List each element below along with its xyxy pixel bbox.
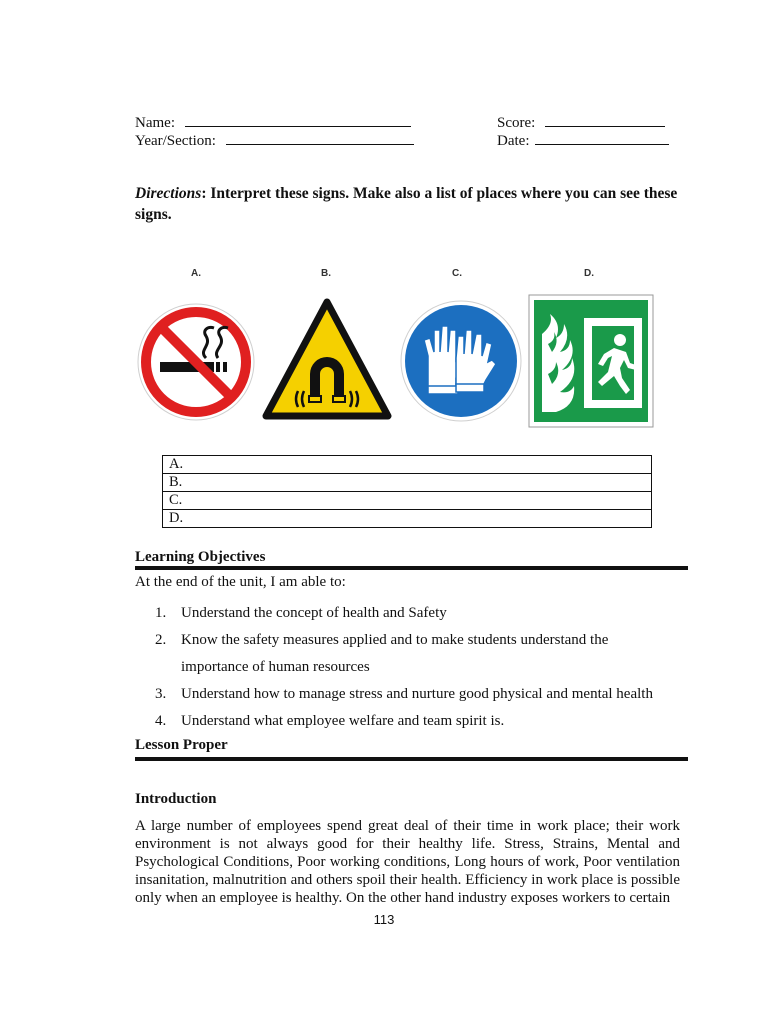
learning-objectives-intro: At the end of the unit, I am able to: [135, 574, 346, 590]
objective-text: Know the safety measures applied and to make students understand the [181, 632, 609, 648]
answer-row-c[interactable] [163, 492, 652, 510]
objective-number: 1. [155, 605, 167, 621]
introduction-heading: Introduction [135, 791, 217, 807]
lesson-proper-rule [135, 757, 688, 761]
learning-objectives-rule [135, 566, 688, 570]
learning-objectives-heading: Learning Objectives [135, 549, 266, 565]
answer-cell-d[interactable]: D. [163, 510, 652, 528]
directions-lead: Directions [135, 185, 202, 202]
objective-item [155, 708, 653, 735]
score-label: Score: [497, 115, 536, 131]
objective-text: Understand what employee welfare and team spirit is. [181, 713, 505, 729]
answer-cell-a[interactable]: A. [163, 456, 652, 474]
lesson-proper-heading: Lesson Proper [135, 737, 228, 753]
answer-row-b[interactable] [163, 474, 652, 492]
objective-item [155, 681, 653, 708]
year-section-label: Year/Section: [135, 133, 216, 149]
directions-text: : Interpret these signs. Make also a list of places where you can see these signs. [135, 185, 678, 223]
objective-item [155, 600, 653, 627]
date-blank-line[interactable] [535, 130, 669, 145]
magnetic-field-warning-icon [260, 296, 394, 424]
date-label: Date: [497, 133, 530, 149]
sign-letter-b: B. [321, 268, 331, 279]
name-field [135, 112, 411, 132]
objective-number: 4. [155, 713, 167, 729]
name-blank-line[interactable] [185, 112, 411, 127]
answers-table [162, 455, 652, 528]
page-number: 113 [373, 912, 395, 927]
sign-letter-d: D. [584, 268, 594, 279]
date-field [497, 130, 669, 150]
emergency-exit-icon [528, 294, 654, 428]
objective-text-continued: importance of human resources [181, 659, 370, 675]
year-section-field [135, 130, 414, 150]
sign-letter-c: C. [452, 268, 462, 279]
objectives-list [155, 600, 653, 735]
name-label: Name: [135, 115, 175, 131]
objective-number: 2. [155, 632, 167, 648]
score-field [497, 112, 665, 132]
objective-number: 3. [155, 686, 167, 702]
objective-text: Understand how to manage stress and nurture good physical and mental health [181, 686, 653, 702]
answer-cell-b[interactable]: B. [163, 474, 652, 492]
objective-item [155, 627, 653, 681]
answer-row-a[interactable] [163, 456, 652, 474]
objective-text: Understand the concept of health and Safety [181, 605, 447, 621]
score-blank-line[interactable] [545, 112, 665, 127]
no-smoking-icon [136, 302, 256, 422]
answer-row-d[interactable] [163, 510, 652, 528]
year-section-blank-line[interactable] [226, 130, 414, 145]
wear-gloves-icon [400, 300, 522, 422]
answer-cell-c[interactable]: C. [163, 492, 652, 510]
directions [135, 183, 683, 225]
introduction-paragraph: A large number of employees spend great deal of their time in work place; their work environment is not always good for their healthy life. Stress, Strains, Mental and Psychological Conditions, Poor working conditions, Long hours of work, Poor ventilation insanitation, malnutrition and others spoil their health. Efficiency in work place is possible only when an employee is healthy. On the other hand industry exposes workers to certain [135, 818, 680, 906]
sign-letter-a: A. [191, 268, 201, 279]
